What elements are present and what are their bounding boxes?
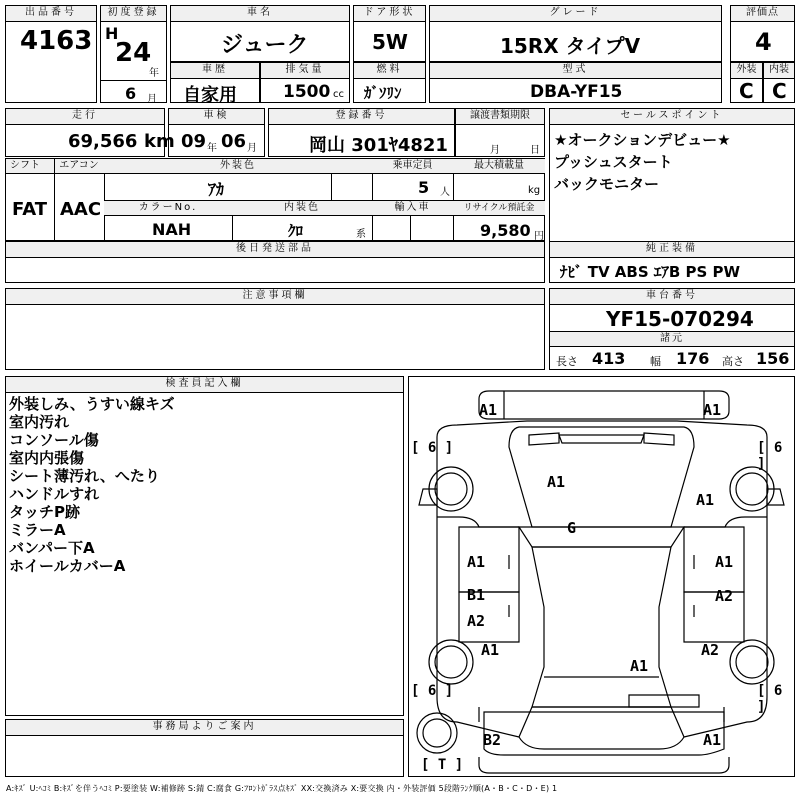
grade: 15RX タイプV: [500, 34, 641, 58]
recycle: 9,580: [480, 221, 531, 240]
fuel-box: [353, 62, 426, 103]
equipment-label: 純正装備: [550, 242, 794, 258]
office-box: [5, 719, 404, 777]
capacity-label: 乗車定員: [372, 159, 453, 174]
exterior-label: 外装: [731, 63, 762, 79]
inspector-line: ミラーA: [9, 521, 66, 539]
chassis-label: 車台番号: [550, 289, 794, 305]
chassis-number: YF15-070294: [606, 307, 754, 331]
displacement-unit: cc: [333, 89, 344, 100]
color-label: 外装色: [104, 159, 372, 174]
reg-month: 6: [125, 84, 137, 103]
mark-rear-door-left-1: B1: [467, 586, 486, 604]
first-reg-label: 初度登録: [101, 6, 166, 22]
notes-box: [5, 288, 545, 370]
inspector-line: ホイールカバーA: [9, 557, 126, 575]
car-diagram: [408, 376, 795, 777]
mark-fender-right: A1: [696, 491, 715, 509]
model: DBA-YF15: [530, 82, 623, 102]
maxload-unit: kg: [528, 185, 541, 196]
mark-front-right: A1: [703, 401, 722, 419]
plate: 岡山 301ﾔ4821: [309, 135, 448, 156]
score-box: [730, 5, 795, 62]
mark-front-left: A1: [479, 401, 498, 419]
aircon: AAC: [60, 199, 102, 220]
lot-number: 4163: [20, 26, 93, 56]
mark-rear-left: B2: [483, 731, 502, 749]
shift: FAT: [12, 199, 48, 220]
mileage-box: [5, 108, 175, 157]
shift-label: シフト: [6, 159, 54, 174]
door-label: ドア形状: [354, 6, 425, 22]
month-unit: 月: [147, 94, 157, 105]
mark-rear-door-left-2: A2: [467, 612, 486, 630]
tire-spare: [ T ]: [421, 757, 464, 773]
mileage-unit: km: [144, 131, 175, 152]
mark-trunk: A1: [630, 657, 649, 675]
capacity-unit: 人: [440, 187, 450, 198]
dims-label: 諸元: [550, 332, 794, 347]
fuel: ｶﾞｿﾘﾝ: [364, 84, 402, 102]
displacement: 1500: [283, 82, 331, 102]
inspection-month: 06: [221, 131, 247, 152]
inspection-box: [168, 108, 265, 157]
car-name: ジューク: [221, 33, 309, 58]
interior-label: 内装: [764, 63, 794, 79]
history-label: 車歴: [171, 63, 259, 79]
inspection-label: 車検: [169, 109, 264, 125]
equipment-value: ﾅﾋﾞ TV ABS ｴｱB PS PW: [560, 263, 741, 281]
colorno-label: カラーNo.: [104, 201, 232, 216]
width: 176: [676, 349, 710, 368]
import-label: 輸入車: [372, 201, 453, 216]
inspector-box: [5, 376, 404, 716]
first-reg-box: [100, 5, 167, 103]
tire-rr: [ 6 ]: [757, 683, 783, 715]
inspector-line: 室内内張傷: [9, 449, 85, 467]
interior-color: ｸﾛ: [288, 222, 304, 240]
reg-year: 24: [115, 38, 152, 68]
tire-fr: [ 6 ]: [757, 440, 783, 472]
colorno: NAH: [152, 220, 192, 239]
car-name-box: [170, 5, 350, 62]
plate-box: [268, 108, 455, 157]
history-box: [170, 62, 260, 106]
grade-box: [429, 5, 722, 62]
tire-fl: [ 6 ]: [411, 440, 454, 456]
history: 自家用: [183, 85, 237, 106]
interior-color-unit: 系: [356, 229, 366, 240]
mileage: 69,566: [68, 131, 138, 152]
door-type: 5W: [372, 30, 408, 54]
tire-rl: [ 6 ]: [411, 683, 454, 699]
fuel-label: 燃料: [354, 63, 425, 79]
model-label: 型式: [430, 63, 721, 79]
year-unit: 年: [149, 68, 159, 79]
mark-front-door-left: A1: [467, 553, 486, 571]
length: 413: [592, 349, 626, 368]
inspector-line: バンパー下A: [9, 539, 95, 557]
inspection-year-unit: 年: [207, 143, 217, 154]
later-parts-label: 後日発送部品: [6, 242, 544, 258]
transfer-box: [455, 108, 545, 157]
notes-label: 注意事項欄: [6, 289, 544, 305]
maxload-label: 最大積載量: [453, 159, 545, 174]
transfer-day-unit: 日: [530, 145, 540, 156]
mark-rear-right: A1: [703, 731, 722, 749]
inspector-line: ハンドルすれ: [9, 485, 100, 503]
inspector-line: 外装しみ、うすい線キズ: [9, 395, 175, 413]
sales-box: [549, 108, 795, 242]
inspection-year: 09: [181, 131, 207, 152]
exterior-grade: C: [739, 79, 754, 103]
inspector-line: 室内汚れ: [9, 413, 70, 431]
lot-label: 出品番号: [6, 6, 96, 22]
width-label: 幅: [650, 355, 661, 368]
inspector-line: コンソール傷: [9, 431, 99, 449]
inspector-line: シート薄汚れ、へたり: [9, 467, 160, 485]
exterior-grade-box: [730, 62, 763, 103]
capacity: 5: [418, 178, 430, 197]
aircon-label: エアコン: [54, 159, 104, 174]
mark-rear-door-right: A2: [715, 587, 734, 605]
legend: A:ｷｽﾞ U:ﾍｺﾐ B:ｷｽﾞを伴うﾍｺﾐ P:要塗装 W:補修跡 S:錆 C:腐食 G:ﾌﾛﾝﾄｶﾞﾗｽ点ｷｽﾞ XX:交換済み X:要交換 内・外装評価 5段階ﾗﾝｸ順(A・B・C・D・E) 1: [6, 784, 558, 793]
grade-label: グレード: [430, 6, 721, 22]
displacement-label: 排気量: [261, 63, 349, 79]
length-label: 長さ: [556, 355, 578, 368]
door-box: [353, 5, 426, 62]
equipment-box: [549, 241, 795, 283]
mark-hood: A1: [547, 473, 566, 491]
color: ｱｶ: [208, 180, 225, 199]
spec-block: [5, 158, 545, 241]
interior-grade-box: [763, 62, 795, 103]
inspector-line: タッチP跡: [9, 503, 80, 521]
lot-box: [5, 5, 97, 103]
interior-grade: C: [772, 79, 787, 103]
recycle-label: リサイクル預託金: [453, 201, 545, 216]
transfer-month-unit: 月: [490, 145, 500, 156]
later-parts-box: [5, 241, 545, 283]
office-label: 事務局よりご案内: [6, 720, 403, 736]
model-box: [429, 62, 722, 103]
mark-front-door-right: A1: [715, 553, 734, 571]
era: H: [105, 24, 119, 43]
sales-line: プッシュスタート: [554, 153, 673, 171]
score: 4: [755, 28, 772, 56]
mark-rear-fender-left: A1: [481, 641, 500, 659]
displacement-box: [260, 62, 350, 103]
height-label: 高さ: [722, 355, 744, 368]
inspector-label: 検査員記入欄: [6, 377, 403, 393]
mark-roof: G: [567, 519, 577, 537]
score-label: 評価点: [731, 6, 794, 22]
chassis-box: [549, 288, 795, 370]
recycle-unit: 円: [534, 231, 544, 242]
interior-color-label: 内装色: [232, 201, 372, 216]
mark-rear-fender-right: A2: [701, 641, 720, 659]
car-name-label: 車名: [171, 6, 349, 22]
plate-label: 登録番号: [269, 109, 454, 125]
sales-label: セールスポイント: [550, 109, 794, 125]
height: 156: [756, 349, 790, 368]
transfer-label: 譲渡書類期限: [456, 109, 544, 125]
sales-line: バックモニター: [554, 175, 660, 193]
car-outline: [409, 377, 794, 776]
inspection-month-unit: 月: [247, 143, 257, 154]
sales-line: ★オークションデビュー★: [554, 131, 731, 149]
mileage-label: 走行: [6, 109, 164, 125]
